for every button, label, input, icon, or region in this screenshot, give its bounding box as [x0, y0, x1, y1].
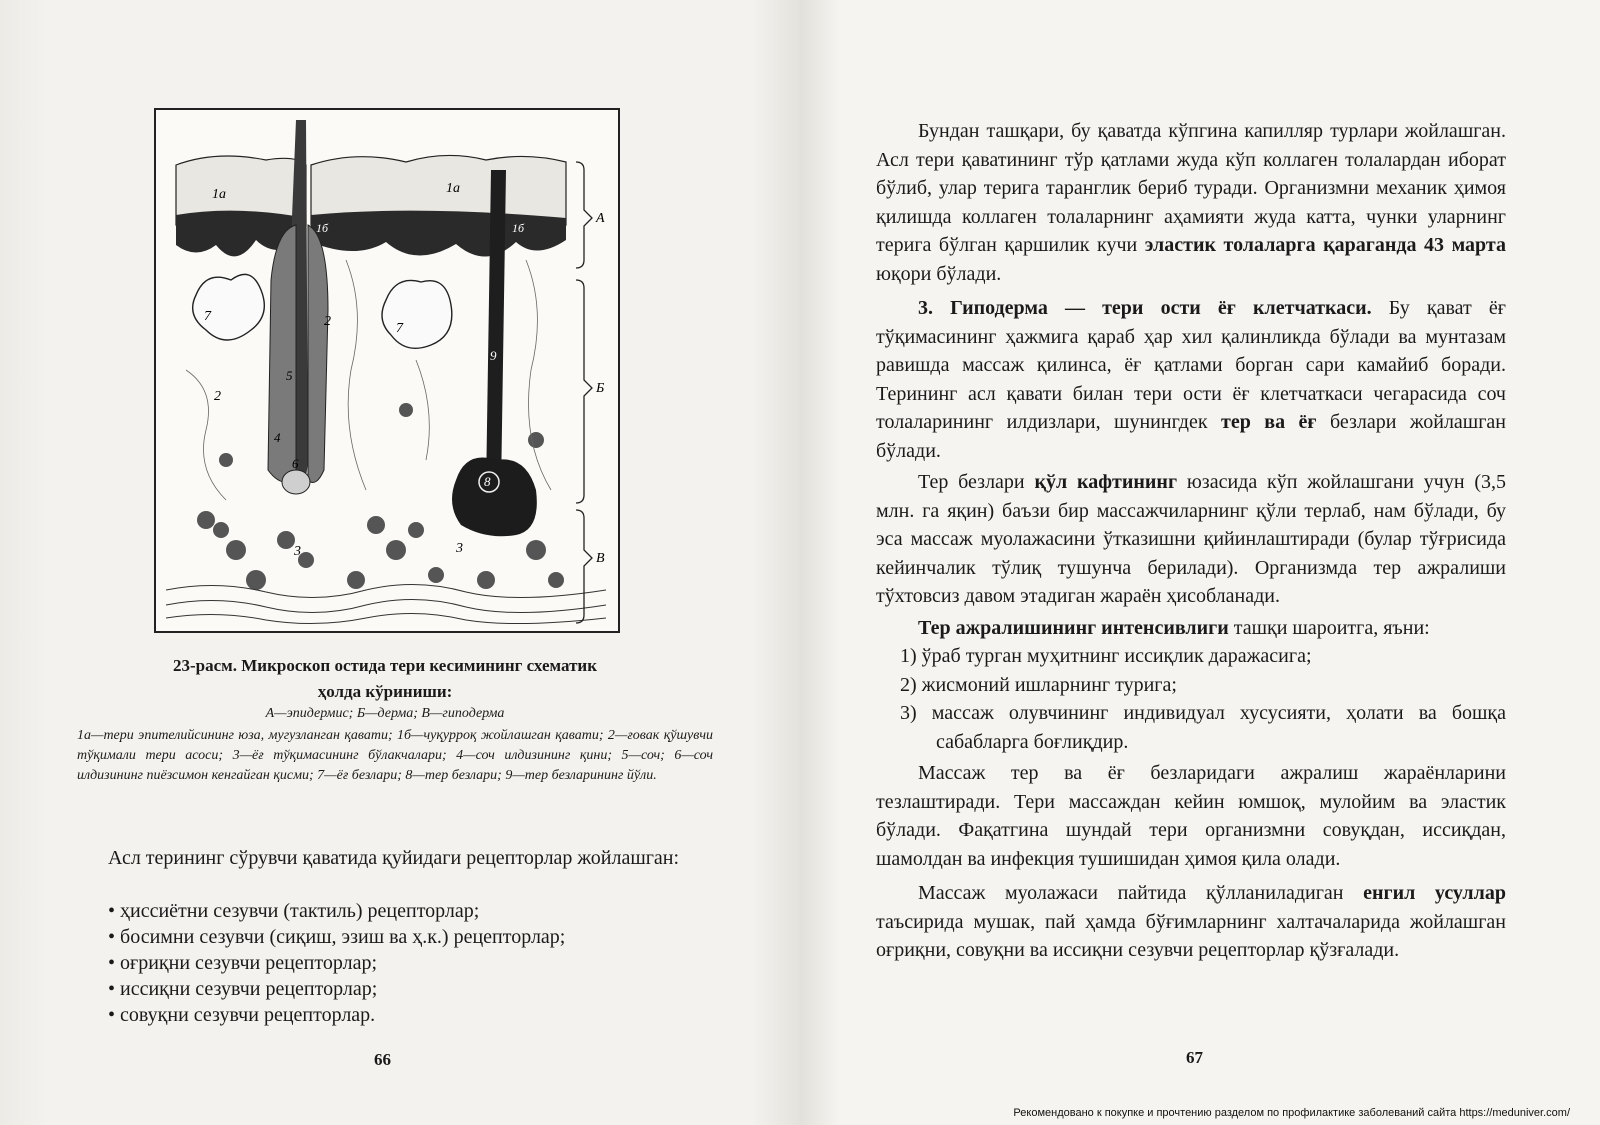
page-number-left: 66: [374, 1050, 391, 1069]
figure-caption-description: 1а—тери эпителийсининг юза, мугузланган қавати; 1б—чуқурроқ жойлашган қавати; 2—ғовак қўшувчи тўқимали тери асоси; 3—ёғ тўқимасининг бўлакчалари; 4—соч илдизининг қини; 5—соч; 6—соч илдизининг пиёзсимон кенгайган қисми; 7—ёғ безлари; 8—тер безлари; 9—тер безларининг йўли.: [77, 728, 713, 783]
paragraph-light-techniques: Массаж муолажаси пайтида қўлланиладиган енгил усуллар таъсирида мушак, пай ҳамда бўғимларнинг халтачаларида жойлашган оғриқни, совуқни ва иссиқни сезувчи рецепторлар қўзғалади.: [876, 882, 1506, 961]
list-item: 1) ўраб турган муҳитнинг иссиқлик даражасига;: [900, 645, 1312, 667]
list-item: • совуқни сезувчи рецепторлар.: [108, 1002, 708, 1028]
bracket-label-b: Б: [596, 381, 605, 396]
list-item: 3) массаж олувчининг индивидуал хусусияти, ҳолати ва бошқа сабабларга боғлиқдир.: [900, 702, 1506, 753]
label-3-right: 3: [456, 541, 463, 556]
figure-caption-title: 23-расм. Микроскоп остида тери кесимининг схематик ҳолда кўриниши:: [172, 656, 598, 701]
label-1a-right: 1а: [446, 181, 460, 196]
list-item: 2) жисмоний ишларнинг турига;: [900, 673, 1177, 696]
receptors-list: [108, 898, 708, 1028]
paragraph-massage-effect: Массаж тер ва ёғ безларидаги ажралиш жараёнларини тезлаштиради. Тери массаждан кейин юмшоқ, мулойим ва эластик бўлади. Фақатгина шундай тери организмни совуқдан, иссиқдан, шамолдан ва инфекция тушишидан ҳимоя қила олади.: [876, 762, 1506, 870]
list-item: • иссиқни сезувчи рецепторлар;: [108, 976, 708, 1002]
page-number-right: 67: [1186, 1048, 1203, 1067]
list-item: • босимни сезувчи (сиқиш, эзиш ва ҳ.к.) рецепторлар;: [108, 924, 708, 950]
label-8: 8: [484, 474, 491, 489]
factors-list: [876, 642, 1506, 756]
list-item: • оғриқни сезувчи рецепторлар;: [108, 950, 708, 976]
label-2-center: 2: [324, 314, 331, 329]
label-3: 3: [294, 544, 301, 559]
skin-cross-section-figure: [154, 108, 620, 633]
label-1b: 1б: [316, 221, 329, 235]
bracket-label-a: А: [596, 211, 605, 226]
footer-note: Рекомендовано к покупке и прочтению разделом по профилактике заболеваний сайта https://meduniver.com/: [1013, 1107, 1570, 1119]
label-1a: 1а: [212, 187, 226, 202]
bracket-label-v: В: [596, 551, 605, 566]
list-item: • ҳиссиётни сезувчи (тактиль) рецепторлар;: [108, 898, 708, 924]
figure-caption-legend: А—эпидермис; Б—дерма; В—гиподерма: [265, 706, 505, 721]
paragraph-sweat-glands: Тер безлари қўл кафтининг юзасида кўп жойлашгани учун (3,5 млн. га яқин) баъзи бир массажчиларнинг қўли терлаб, нам бўлади, бу эса массаж муолажасини ўтказишни қийинлаштиради (булар тўғрисида кейинчалик тўлиқ тушунча берилади). Организмда тер ажралиши тўхтовсиз давом этадиган жараён ҳисобланади.: [876, 471, 1507, 607]
skin-illustration: [156, 110, 618, 631]
label-6: 6: [292, 456, 299, 471]
label-7-right: 7: [396, 321, 403, 336]
label-4: 4: [274, 430, 281, 445]
paragraph-capillaries: Бундан ташқари, бу қаватда кўпгина капилляр турлари жойлашган. Асл тери қаватининг тўр қатлами жуда кўп коллаген толалардан иборат бўлиб, улар терига таранглик бериб туради. Организмни механик ҳимоя қилишда коллаген толаларнинг аҳамияти жуда катта, чунки уларнинг терига бўлган қаршилик кучи эластик толаларга қараганда 43 марта юқори бўлади.: [876, 120, 1506, 285]
label-5: 5: [286, 368, 293, 383]
label-7: 7: [204, 309, 211, 324]
paragraph-hypodermis: 3. Гиподерма — тери ости ёғ клетчаткаси. Бу қават ёғ тўқимасининг ҳажмига қараб ҳар хил қалинликда бўлади ва мунтазам равишда массаж қилинса, ёғ қатлами борган сари камайиб боради. Терининг асл қавати билан тери ости ёғ клетчаткаси чегарасида соч толаларининг илдизлари, шунингдек тер ва ёғ безлари жойлашган бўлади.: [876, 297, 1506, 462]
label-2: 2: [214, 389, 221, 404]
paragraph-sweat-intensity: Тер ажралишининг интенсивлиги ташқи шароитга, яъни:: [918, 616, 1430, 639]
receptors-intro: Асл терининг сўрувчи қаватида қуйидаги рецепторлар жойлашган:: [108, 847, 680, 869]
label-1b-right: 1б: [512, 221, 525, 235]
right-page-text: [876, 117, 1506, 965]
label-9: 9: [490, 348, 497, 363]
